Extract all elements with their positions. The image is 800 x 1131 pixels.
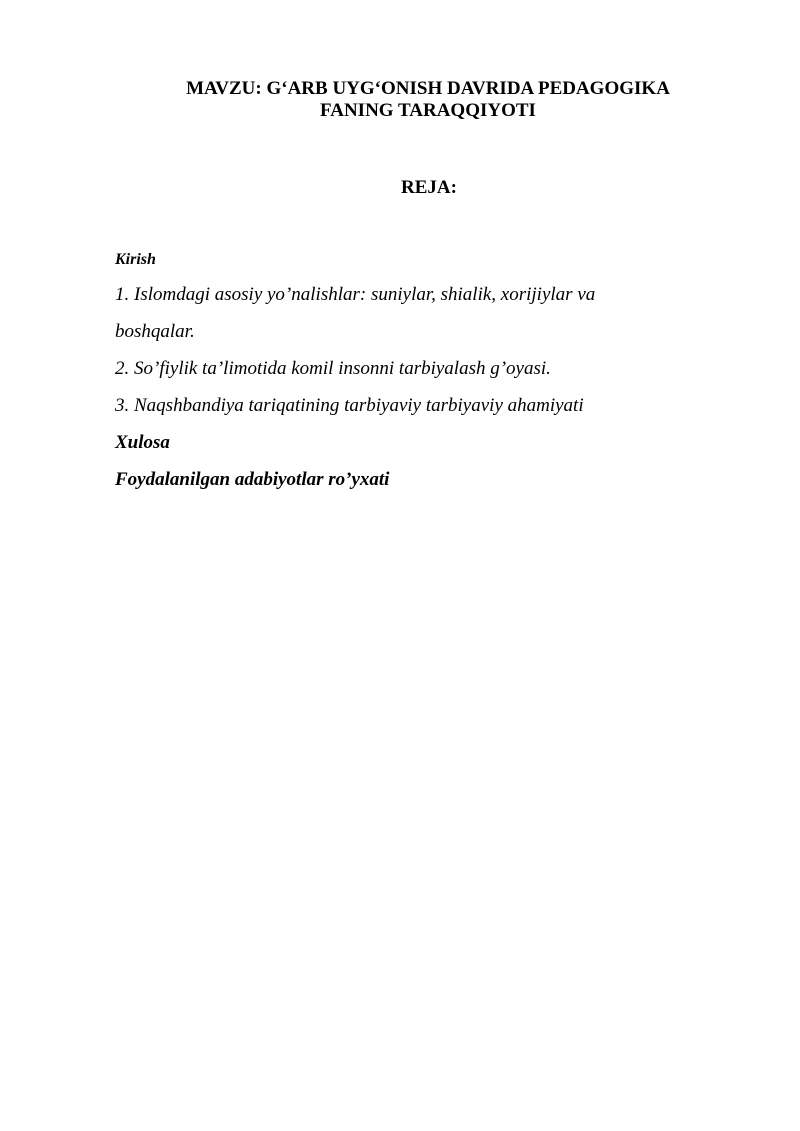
plan-intro: Kirish bbox=[115, 251, 156, 268]
plan-item-1-line-1: 1. Islomdagi asosiy yo’nalishlar: suniylar, shialik, xorijiylar va bbox=[115, 284, 596, 305]
plan-heading: REJA: bbox=[401, 177, 457, 198]
plan-references: Foydalanilgan adabiyotlar ro’yxati bbox=[115, 469, 390, 490]
document-title-line-2: FANING TARAQQIYOTI bbox=[320, 100, 536, 121]
document-title bbox=[140, 78, 716, 122]
plan-list bbox=[115, 250, 715, 498]
plan-conclusion: Xulosa bbox=[115, 432, 170, 453]
plan-item-1-line-2: boshqalar. bbox=[115, 321, 195, 342]
plan-item-3: 3. Naqshbandiya tariqatining tarbiyaviy tarbiyaviy ahamiyati bbox=[115, 395, 584, 416]
document-title-line-1: MAVZU: G‘ARB UYG‘ONISH DAVRIDA PEDAGOGIKA bbox=[186, 78, 670, 99]
plan-item-2: 2. So’fiylik ta’limotida komil insonni tarbiyalash g’oyasi. bbox=[115, 358, 551, 379]
